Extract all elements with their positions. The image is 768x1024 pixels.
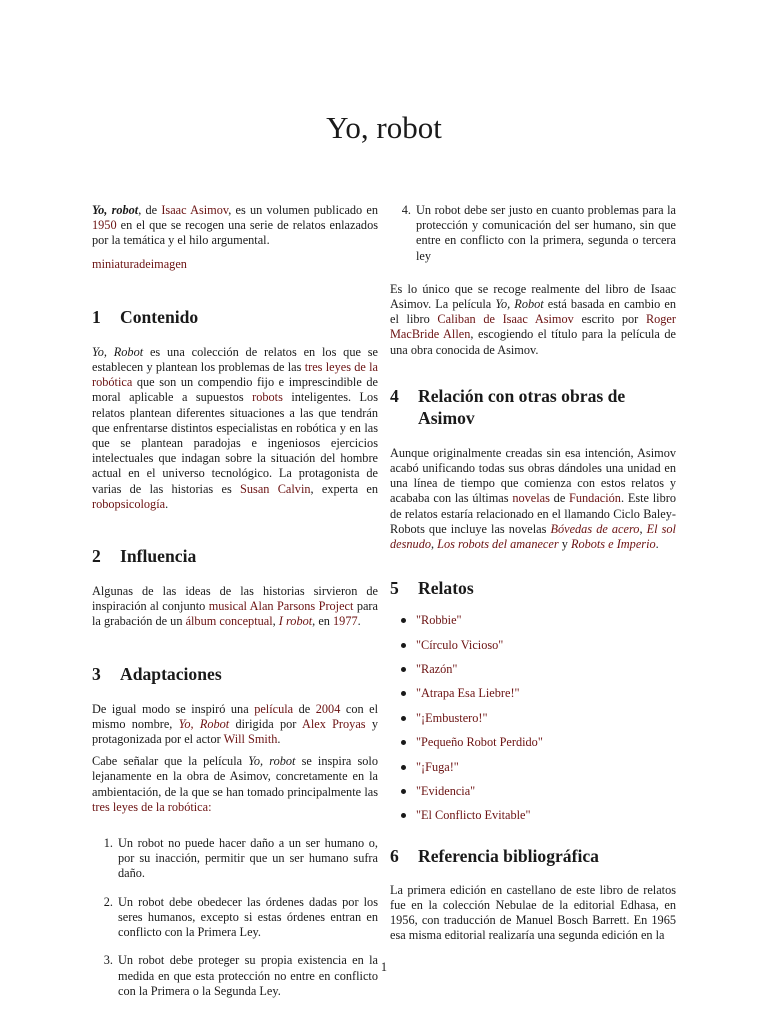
section-heading-contenido: 1 Contenido [92,306,199,327]
laws-list-continued [390,203,676,264]
link-alex-proyas[interactable]: Alex Proyas [301,716,366,731]
right-column [390,203,676,944]
link-album-conceptual[interactable]: álbum conceptual [185,614,273,629]
bullet-icon [401,789,406,794]
referencia-paragraph: La primera edición en castellano de este libro de relatos fue en la colección Nebulae de la editorial Edhasa, en 1956, con traducción de Manuel Bosch Barrett. En 1965 esa misma editorial realizaría una segunda edición en la [390,882,676,943]
list-item [390,735,676,759]
influencia-paragraph: Algunas de las ideas de las historias sirvieron de inspiración al conjunto musical Alan Parsons Project para la grabación de un álbum conceptual, I robot, en 1977. [92,584,378,629]
adaptaciones-paragraph-1: De igual modo se inspiró una película de 2004 con el mismo nombre, Yo, Robot dirigida por Alex Proyas y protagonizada por el actor Will Smith. [92,701,378,747]
list-item [390,638,676,662]
link-robots-del-amanecer[interactable]: Los robots del amanecer [437,537,559,552]
relato-link[interactable]: "¡Embustero!" [416,710,488,725]
link-novelas[interactable]: novelas [512,491,550,506]
link-1977[interactable]: 1977 [333,614,358,629]
link-tres-leyes-2[interactable]: tres leyes de la robótica: [92,799,212,814]
relato-link[interactable]: "Círculo Vicioso" [416,637,504,652]
relato-link[interactable]: "Pequeño Robot Perdido" [416,735,543,750]
intro-paragraph: Yo, robot, de Isaac Asimov, es un volumen publicado en 1950 en el que se recogen una serie de relatos enlazados por la temática y el hilo argumental. [92,203,379,248]
list-item [390,760,676,784]
link-1950[interactable]: 1950 [92,218,117,233]
list-item: 3. Un robot debe proteger su propia existencia en la medida en que esta protección no entre en conflicto con la Primera o la Segunda Ley. [116,953,378,999]
bullet-icon [401,740,406,745]
bullet-icon [401,716,406,721]
list-item [390,613,676,637]
link-roger-macbride-allen[interactable]: Roger MacBride Allen [390,312,676,342]
link-2004[interactable]: 2004 [315,701,341,716]
bullet-icon [401,691,406,696]
list-item [390,686,676,710]
list-item: 1. Un robot no puede hacer daño a un ser humano o, por su inacción, permitir que un ser humano sufra daño. [116,836,378,882]
section-heading-relacion: 4 Relación con otras obras de Asimov [390,385,626,428]
list-item [390,711,676,735]
relato-link[interactable]: "Razón" [416,662,458,677]
bullet-icon [401,618,406,623]
link-yo-robot-film[interactable]: Yo, Robot [178,716,230,731]
bullet-icon [401,667,406,672]
list-item: 2. Un robot debe obedecer las órdenes dadas por los seres humanos, excepto si estas órdenes entran en conflicto con la Primera Ley. [116,895,378,941]
page-number: 1 [380,960,388,974]
link-bovedas-de-acero[interactable]: Bóvedas de acero [550,521,640,536]
relato-link[interactable]: "¡Fuga!" [416,759,459,774]
link-i-robot[interactable]: I robot [278,614,313,629]
link-susan-calvin[interactable]: Susan Calvin [240,481,311,496]
relato-link[interactable]: "Robbie" [416,613,462,628]
relatos-list [390,613,676,833]
bullet-icon [401,765,406,770]
link-musical[interactable]: musical [208,599,247,614]
link-robopsicologia[interactable]: robopsicología [92,496,166,511]
contenido-paragraph: Yo, Robot es una colección de relatos en los que se establecen y plantean los problemas de las tres leyes de la robótica que son un compendio fijo e imprescindible de moral aplicable a supuestos robots inteligentes. Los relatos plantean diferentes situaciones a las que tendrán que enfrentarse distintos especialistas en robótica y en las que se plantean paradojas e ingeniosos ejercicios intelectuales que indagan sobre la situación del hombre actual en el universo tecnológico. La protagonista de varias de las historias es Susan Calvin, experta en robopsicología. [92,344,378,511]
list-item [390,784,676,808]
link-el-sol-desnudo[interactable]: El sol desnudo [390,521,676,552]
link-robots-e-imperio[interactable]: Robots e Imperio [570,537,656,552]
page-title: Yo, robot [326,110,442,145]
relato-link[interactable]: "Atrapa Esa Liebre!" [416,686,520,701]
list-item: 4. Un robot debe ser justo en cuanto problemas para la protección y comunicación del ser humano, sin que entre en conflicto con la primera, segunda o tercera ley [414,203,676,264]
link-isaac-asimov[interactable]: Isaac Asimov [161,203,229,217]
bullet-icon [401,643,406,648]
link-alan-parsons[interactable]: Alan Parsons Project [249,599,354,614]
link-tres-leyes[interactable]: tres leyes de la robótica [92,360,378,390]
section-heading-adaptaciones: 3 Adaptaciones [92,663,222,684]
link-robots[interactable]: robots [252,390,283,405]
bullet-icon [401,813,406,818]
list-item [390,662,676,686]
relato-link[interactable]: "El Conflicto Evitable" [416,808,531,823]
adaptaciones-paragraph-2: Cabe señalar que la película Yo, robot se inspira solo lejanamente en la obra de Asimov, concretamente en la ambientación, de la que se han tomado principalmente las tres leyes de la robótica: [92,754,379,814]
section-heading-relatos: 5 Relatos [390,578,474,599]
section-heading-referencia: 6 Referencia bibliográfica [390,845,599,866]
relacion-paragraph: Aunque originalmente creadas sin esa intención, Asimov acabó unificando todas sus obras dándoles una unidad en una línea de tiempo que comienza con estos relatos y acababa con las últimas novelas de Fundación. Este libro de relatos estaría relacionado en el llamando Ciclo Baley-Robots que incluye las novelas Bóvedas de acero, El sol desnudo, Los robots del amanecer y Robots e Imperio. [390,445,676,552]
list-item [390,808,676,832]
link-caliban[interactable]: Caliban de Isaac Asimov [437,312,574,327]
link-will-smith[interactable]: Will Smith [223,732,278,747]
left-column [92,203,378,999]
relato-link[interactable]: "Evidencia" [416,783,476,798]
image-caption-link[interactable]: miniaturadeimagen [92,256,187,271]
link-pelicula[interactable]: película [254,701,294,716]
adaptaciones-paragraph-3: Es lo único que se recoge realmente del libro de Isaac Asimov. La película Yo, Robot está basada en cambio en el libro Caliban de Isaac Asimov escrito por Roger MacBride Allen, escogiendo el título para la película de una obra conocida de Asimov. [390,281,677,357]
link-fundacion[interactable]: Fundación [569,491,621,506]
intro-title: Yo, robot [92,203,139,217]
section-heading-influencia: 2 Influencia [92,546,197,567]
